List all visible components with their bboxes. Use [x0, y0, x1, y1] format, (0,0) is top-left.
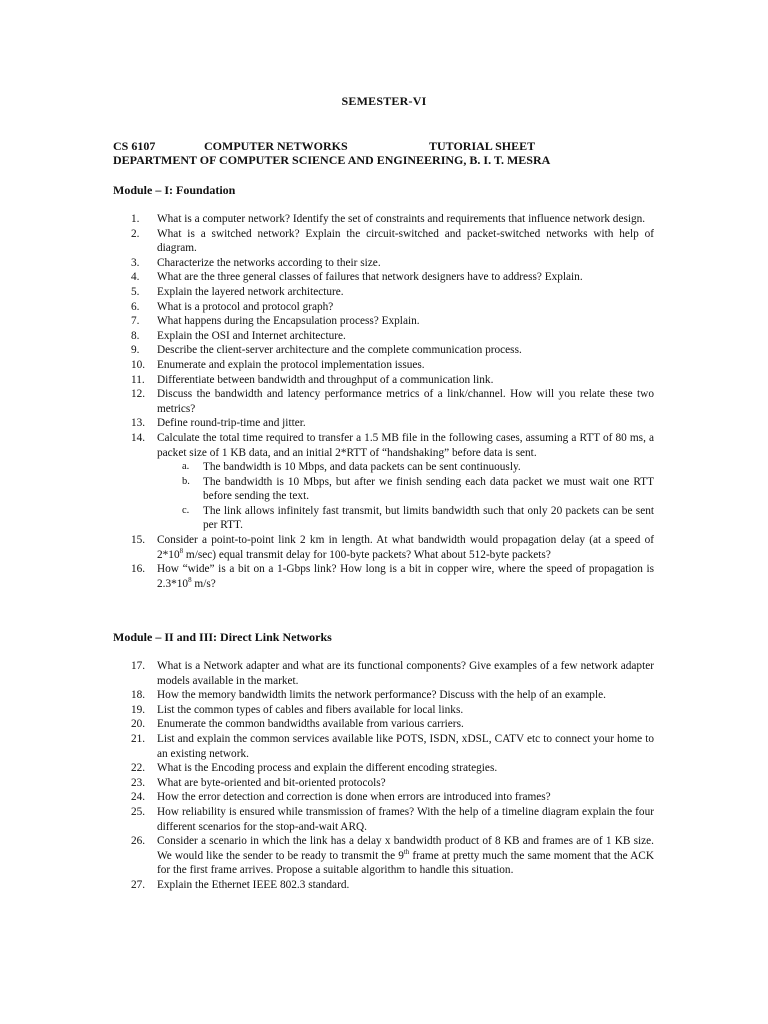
question-text: Enumerate and explain the protocol implementation issues. — [157, 358, 425, 371]
question-text: What are byte-oriented and bit-oriented protocols? — [157, 776, 386, 789]
course-code: CS 6107 — [113, 139, 156, 153]
question-text — [157, 562, 654, 591]
question-number: 14. — [131, 431, 146, 444]
department-line: DEPARTMENT OF COMPUTER SCIENCE AND ENGINEERING, B. I. T. MESRA — [113, 153, 551, 167]
module-heading: Module – I: Foundation — [113, 183, 236, 197]
question-text — [157, 533, 654, 562]
question-number: 6. — [131, 300, 140, 313]
question-number: 4. — [131, 271, 140, 284]
course-name: COMPUTER NETWORKS — [204, 139, 348, 153]
question-number: 11. — [131, 373, 145, 386]
question-text: What is a protocol and protocol graph? — [157, 300, 334, 313]
question-item — [0, 834, 768, 878]
question-number: 21. — [131, 732, 146, 745]
question-number: 15. — [131, 534, 146, 547]
sub-question-letter: b. — [182, 475, 190, 487]
question-item — [0, 533, 768, 562]
question-number: 10. — [131, 358, 146, 371]
question-text-part: How “wide” is a bit on a 1-Gbps link? How long is a bit in copper wire, where the speed of propagation is 2.3*10 — [157, 563, 654, 590]
question-text: Explain the layered network architecture. — [157, 285, 344, 298]
superscript: 8 — [188, 576, 192, 585]
question-number: 26. — [131, 835, 146, 848]
question-item — [0, 329, 768, 344]
question-item — [0, 717, 768, 732]
question-item — [0, 776, 768, 791]
question-item — [0, 270, 768, 285]
question-text: Calculate the total time required to transfer a 1.5 MB file in the following cases, assuming a RTT of 80 ms, a packet size of 1 KB data, and an initial 2*RTT of “handshaking” before data is sent. — [157, 431, 654, 459]
question-list — [0, 659, 768, 893]
question-item — [0, 387, 768, 416]
question-item — [0, 343, 768, 358]
question-text-part: Consider a scenario in which the link has a delay x bandwidth product of 8 KB and frames are of 1 KB size. We would like the sender to be ready to transmit the 9 — [157, 835, 654, 862]
question-item — [0, 373, 768, 388]
question-item — [0, 416, 768, 431]
question-text-part: frame at pretty much the same moment that the ACK for the first frame arrives. Propose a suitable algorithm to handle this situation. — [157, 849, 654, 877]
sub-question-item — [0, 460, 768, 475]
question-item — [0, 805, 768, 834]
question-item — [0, 703, 768, 718]
question-text: Explain the OSI and Internet architecture. — [157, 329, 346, 342]
question-number: 25. — [131, 805, 146, 818]
question-number: 13. — [131, 417, 146, 430]
sub-question-letter: c. — [182, 504, 190, 516]
question-text: What is a computer network? Identify the set of constraints and requirements that influence network design. — [157, 213, 646, 225]
question-text: Discuss the bandwidth and latency performance metrics of a link/channel. How will you relate these two metrics? — [157, 388, 654, 415]
question-item — [0, 431, 768, 533]
question-number: 12. — [131, 388, 146, 401]
question-number: 27. — [131, 878, 146, 891]
question-text: What is a Network adapter and what are its functional components? Give examples of a few network adapter models available in the market. — [157, 660, 654, 687]
question-text: Characterize the networks according to their size. — [157, 256, 381, 269]
question-text: Differentiate between bandwidth and throughput of a communication link. — [157, 373, 494, 386]
question-number: 22. — [131, 762, 146, 775]
question-text: What is the Encoding process and explain the different encoding strategies. — [157, 762, 498, 775]
question-text: List the common types of cables and fibers available for local links. — [157, 703, 464, 716]
sub-question-text: The bandwidth is 10 Mbps, and data packets can be sent continuously. — [203, 461, 521, 474]
question-text: How the memory bandwidth limits the network performance? Discuss with the help of an example. — [157, 689, 606, 702]
question-item — [0, 761, 768, 776]
question-number: 24. — [131, 791, 146, 804]
question-item — [0, 790, 768, 805]
question-text: Enumerate the common bandwidths available from various carriers. — [157, 718, 464, 731]
question-number: 18. — [131, 689, 146, 702]
question-item — [0, 659, 768, 688]
question-item — [0, 300, 768, 315]
question-item — [0, 314, 768, 329]
sheet-type: TUTORIAL SHEET — [429, 139, 536, 153]
question-item — [0, 212, 768, 227]
question-text: Describe the client-server architecture and the complete communication process. — [157, 344, 522, 357]
question-number: 23. — [131, 776, 146, 789]
question-number: 3. — [131, 256, 140, 269]
sub-question-item — [0, 475, 768, 504]
question-text: List and explain the common services available like POTS, ISDN, xDSL, CATV etc to connect your home to an existing network. — [157, 732, 654, 760]
question-text-part: m/sec) equal transmit delay for 100-byte packets? What about 512-byte packets? — [183, 548, 551, 561]
question-number: 9. — [131, 344, 140, 357]
superscript: th — [403, 847, 410, 856]
question-item — [0, 732, 768, 761]
question-text: What are the three general classes of failures that network designers have to address? Explain. — [157, 271, 583, 284]
sub-question-list — [0, 460, 768, 533]
question-number: 1. — [131, 213, 140, 225]
question-number: 20. — [131, 718, 146, 731]
question-number: 5. — [131, 285, 140, 298]
question-number: 16. — [131, 563, 146, 576]
question-text-part: Consider a point-to-point link 2 km in length. At what bandwidth would propagation delay (at a speed of 2*10 — [157, 534, 654, 561]
question-text: How the error detection and correction is done when errors are introduced into frames? — [157, 791, 551, 804]
question-number: 17. — [131, 660, 146, 672]
question-item — [0, 878, 768, 893]
question-text: How reliability is ensured while transmission of frames? With the help of a timeline diagram explain the four different scenarios for the stop-and-wait ARQ. — [157, 805, 654, 833]
question-number: 7. — [131, 315, 140, 328]
question-list — [0, 212, 768, 591]
module-heading: Module – II and III: Direct Link Networks — [113, 630, 332, 644]
question-text: Define round-trip-time and jitter. — [157, 417, 306, 430]
question-item — [0, 227, 768, 256]
question-item — [0, 358, 768, 373]
question-number: 8. — [131, 329, 140, 342]
question-number: 2. — [131, 227, 140, 240]
question-text — [157, 834, 654, 878]
question-item — [0, 688, 768, 703]
question-item — [0, 562, 768, 591]
question-text: What happens during the Encapsulation process? Explain. — [157, 315, 420, 328]
question-text: What is a switched network? Explain the circuit-switched and packet-switched networks with help of diagram. — [157, 227, 654, 255]
sub-question-item — [0, 504, 768, 533]
sub-question-text: The bandwidth is 10 Mbps, but after we finish sending each data packet we must wait one RTT before sending the text. — [203, 475, 654, 503]
sub-question-letter: a. — [182, 461, 190, 473]
question-text-part: m/s? — [191, 577, 216, 590]
question-item — [0, 285, 768, 300]
question-number: 19. — [131, 703, 146, 716]
question-text: Explain the Ethernet IEEE 802.3 standard. — [157, 878, 350, 891]
question-item — [0, 256, 768, 271]
sub-question-text: The link allows infinitely fast transmit, but limits bandwidth such that only 20 packets can be sent per RTT. — [203, 504, 654, 532]
semester-title: SEMESTER-VI — [341, 94, 427, 108]
superscript: 8 — [179, 546, 184, 555]
